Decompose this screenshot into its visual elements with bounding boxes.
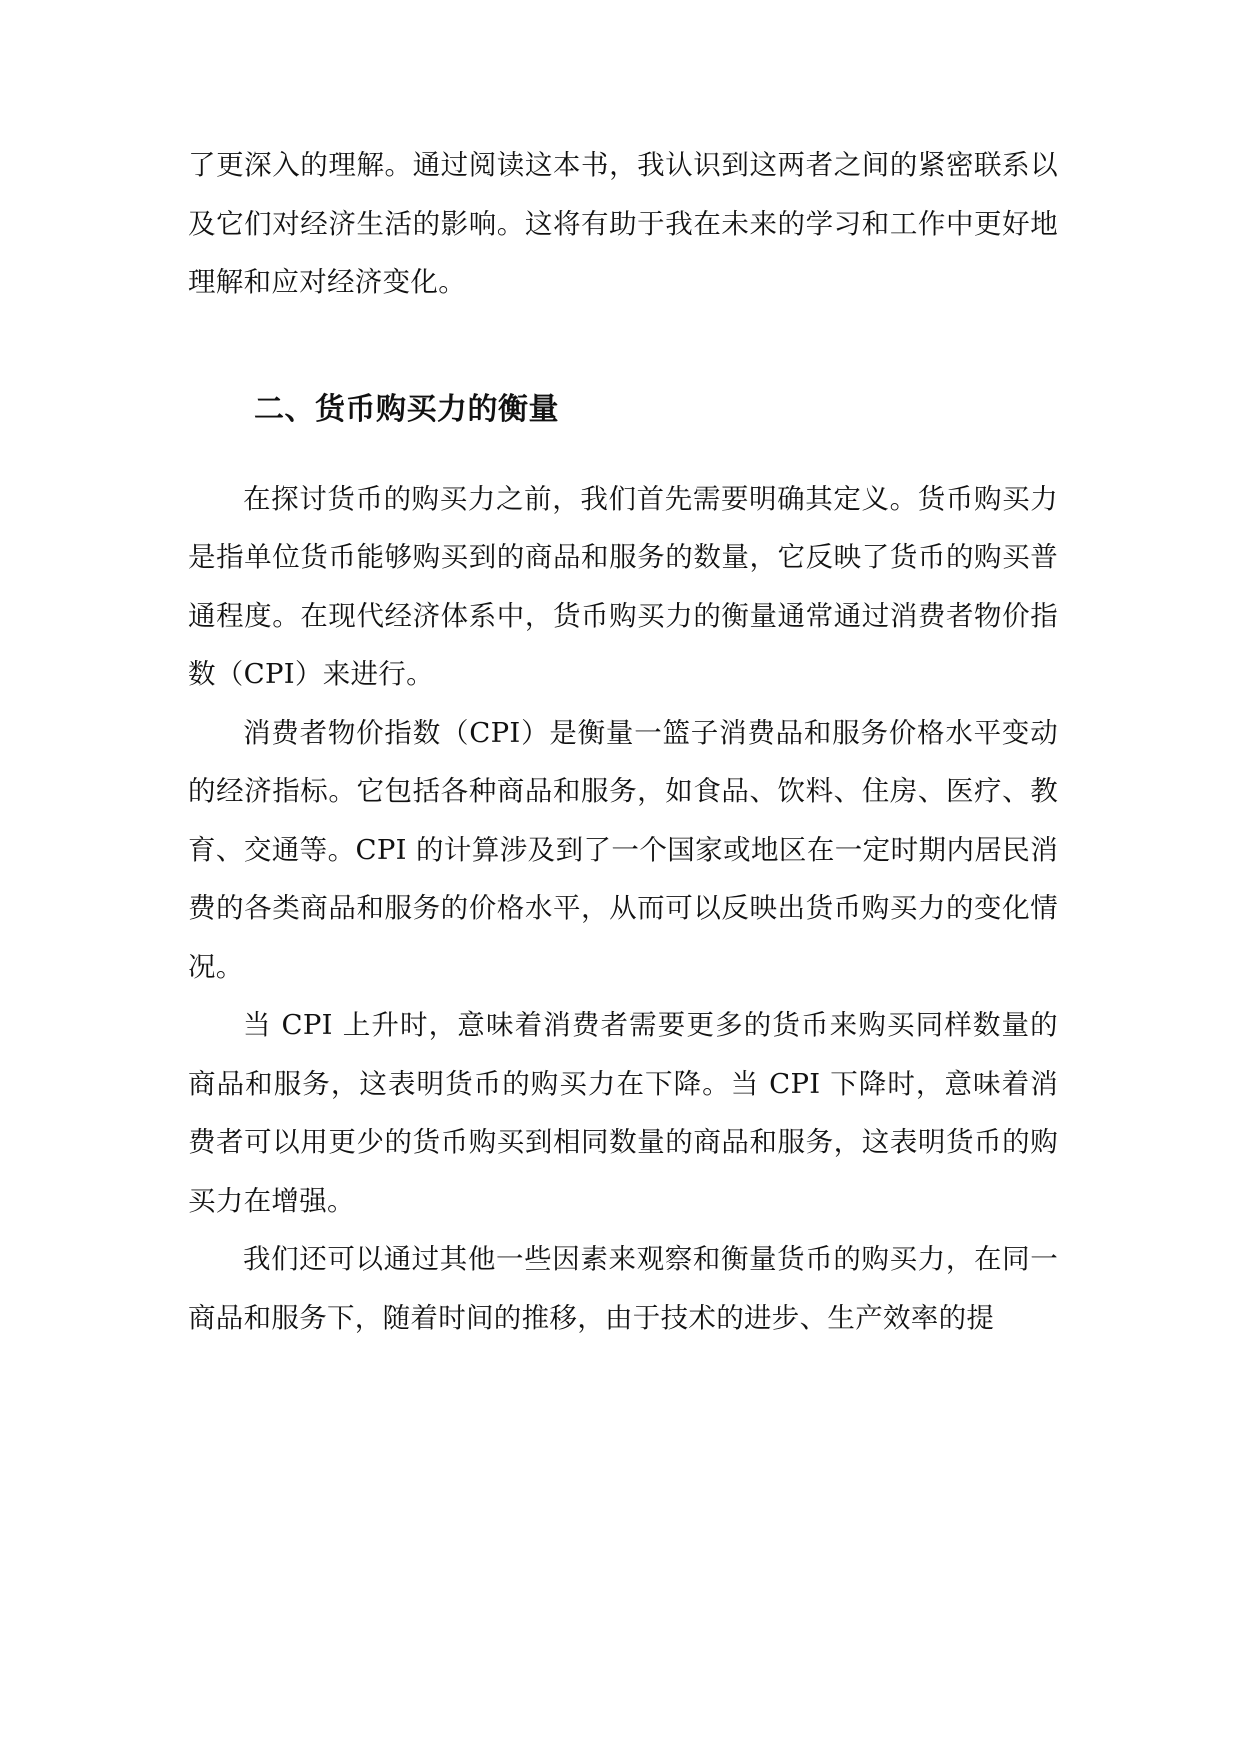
section-heading: 二、货币购买力的衡量: [254, 391, 559, 427]
spacer: [188, 430, 1058, 470]
page-content: [188, 136, 1058, 1347]
paragraph-other-factors: 我们还可以通过其他一些因素来观察和衡量货币的购买力，在同一商品和服务下，随着时间的推移，由于技术的进步、生产效率的提: [188, 1243, 1058, 1334]
intro-paragraph: 了更深入的理解。通过阅读这本书，我认识到这两者之间的紧密联系以及它们对经济生活的影响。这将有助于我在未来的学习和工作中更好地理解和应对经济变化。: [188, 149, 1058, 298]
paragraph-definition: 在探讨货币的购买力之前，我们首先需要明确其定义。货币购买力是指单位货币能够购买到的商品和服务的数量，它反映了货币的购买普通程度。在现代经济体系中，货币购买力的衡量通常通过消费者物价指数（CPI）来进行。: [188, 482, 1058, 690]
paragraph-cpi-effect: 当 CPI 上升时，意味着消费者需要更多的货币来购买同样数量的商品和服务，这表明货币的购买力在下降。当 CPI 下降时，意味着消费者可以用更少的货币购买到相同数量的商品和服务，这表明货币的购买力在增强。: [188, 1009, 1058, 1217]
paragraph-cpi-definition: 消费者物价指数（CPI）是衡量一篮子消费品和服务价格水平变动的经济指标。它包括各种商品和服务，如食品、饮料、住房、医疗、教育、交通等。CPI 的计算涉及到了一个国家或地区在一定时期内居民消费的各类商品和服务的价格水平，从而可以反映出货币购买力的变化情况。: [188, 716, 1058, 983]
spacer: [188, 312, 1058, 390]
